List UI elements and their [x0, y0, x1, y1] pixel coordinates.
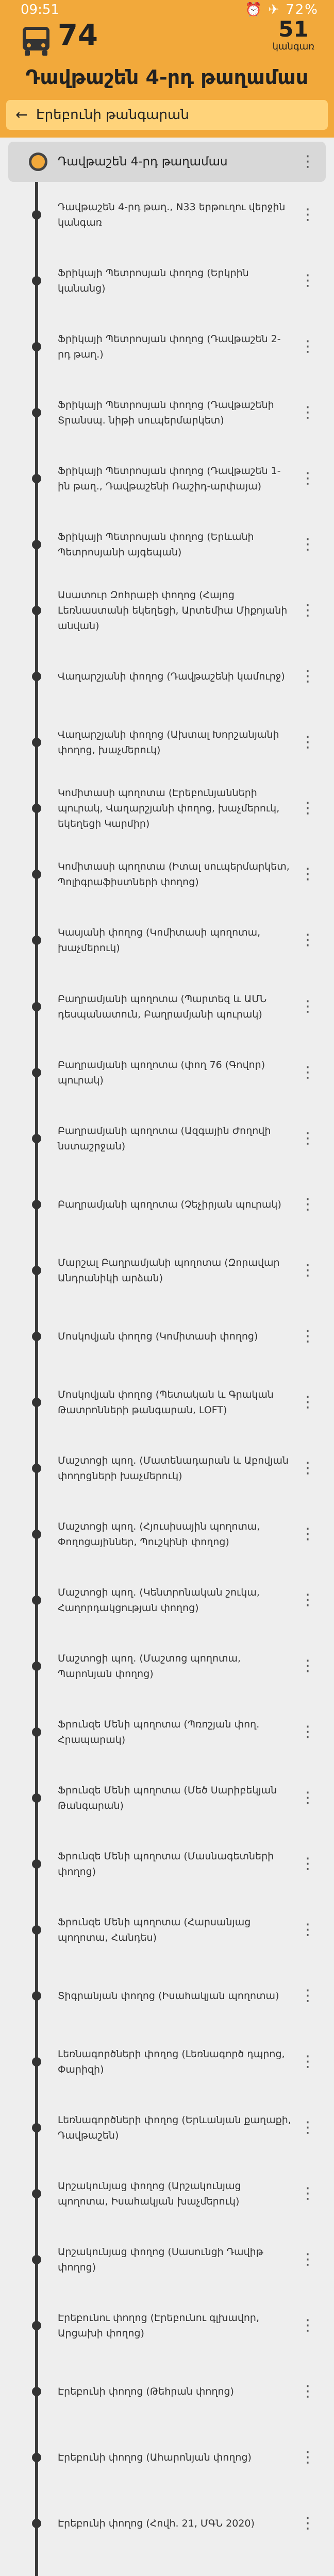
stop-dot-icon — [32, 1991, 41, 2001]
header — [0, 0, 334, 138]
stop-name: Մոսկովյան փողոց (Պետական և Գրական Թատրոնների թանգարան, LOFT) — [58, 1388, 274, 1416]
stop-name: Մաշտոցի պող. (Կենտրոնական շուկա, Հաղորդակցության փողոց) — [58, 1586, 260, 1614]
stop-dot-icon — [32, 1398, 41, 1407]
stop-name: Բաղրամյանի պողոտա (Պարտեզ և ԱՄՆ դեսպանատուն, Բաղրամյանի պուրակ) — [58, 993, 267, 1020]
route-title: Դավթաշեն 4-րդ թաղամաս — [25, 66, 309, 89]
stop-name: Մաշտոցի պող. (Մատենադարան և Աբովյան փողոցների խաչմերուկ) — [58, 1454, 289, 1482]
stop-item[interactable] — [0, 907, 334, 973]
more-vertical-icon[interactable]: ⋮ — [300, 1656, 315, 1675]
stop-dot-icon — [32, 1530, 41, 1539]
stop-name: Ֆրիկայի Պետրոսյան փողոց (Երկրին կանանց) — [58, 267, 249, 295]
more-vertical-icon[interactable]: ⋮ — [300, 601, 315, 620]
stop-dot-icon — [32, 276, 41, 285]
stop-item-current[interactable] — [8, 142, 326, 182]
stop-name: Էրեբունի փողոց (Հովհ. 21, ՄԳՆ 2020) — [58, 2518, 255, 2530]
stop-dot-icon — [29, 152, 47, 171]
stop-dot-icon — [32, 870, 41, 879]
stop-name: Վաղարշյանի փողոց (Դավթաշենի կամուրջ) — [58, 671, 285, 683]
more-vertical-icon[interactable]: ⋮ — [300, 1129, 315, 1147]
stop-name: Ֆրիկայի Պետրոսյան փողոց (Դավթաշենի Տրանսպ․ նիթի սուպերմարկետ) — [58, 399, 274, 427]
stop-item[interactable] — [0, 578, 334, 643]
bus-icon — [19, 24, 54, 59]
stop-dot-icon — [32, 1266, 41, 1275]
stop-name: Մոսկովյան փողոց (Կոմիտասի փողոց) — [58, 1330, 258, 1342]
stop-dot-icon — [32, 1859, 41, 1869]
stop-item[interactable] — [0, 1633, 334, 1699]
stop-count — [273, 18, 314, 52]
stop-dot-icon — [32, 2057, 41, 2066]
stop-item[interactable] — [0, 2556, 334, 2576]
stop-name: Ասատուր Զոհրաբի փողոց (Հայոց Լեռնաստանի եկեղեցի, Արտեմիա Միքոյանի անվան) — [58, 589, 288, 632]
stop-name: Ֆրիկայի Պետրոսյան փողոց (Դավթաշեն 2-րդ թաղ.) — [58, 333, 281, 361]
stop-item[interactable] — [0, 2095, 334, 2161]
more-vertical-icon[interactable]: ⋮ — [300, 469, 315, 488]
more-vertical-icon[interactable]: ⋮ — [300, 2382, 315, 2401]
more-vertical-icon[interactable]: ⋮ — [300, 733, 315, 752]
stop-count-label: կանգառ — [272, 41, 314, 52]
stop-dot-icon — [32, 540, 41, 549]
stop-item[interactable] — [0, 841, 334, 907]
stop-item[interactable] — [0, 1435, 334, 1501]
more-vertical-icon[interactable]: ⋮ — [300, 2514, 315, 2533]
stop-dot-icon — [32, 738, 41, 747]
more-vertical-icon[interactable]: ⋮ — [300, 2250, 315, 2269]
stop-dot-icon — [32, 2123, 41, 2132]
stop-item[interactable] — [0, 1106, 334, 1172]
stop-name: Ֆրունզե Մենի պողոտա (Պռոշյան փող. Հրապարակ) — [58, 1718, 260, 1745]
stop-item[interactable] — [0, 380, 334, 446]
stop-item[interactable] — [0, 2161, 334, 2227]
more-vertical-icon[interactable]: ⋮ — [300, 152, 315, 171]
stop-dot-icon — [32, 1200, 41, 1209]
stop-name: Կասյանի փողոց (Կոմիտասի պողոտա, խաչմերուկ) — [58, 927, 261, 954]
more-vertical-icon[interactable]: ⋮ — [300, 1987, 315, 2005]
stop-name: Ֆրիկայի Պետրոսյան փողոց (Դավթաշեն 1-ին թաղ., Դավթաշենի Ռաշիդ-արփայա) — [58, 465, 281, 493]
stop-name: Մաշտոցի պող. (Մաշտոց պողոտա, Պարոնյան փողոց) — [58, 1652, 241, 1680]
more-vertical-icon[interactable]: ⋮ — [300, 1788, 315, 1807]
stop-item[interactable] — [0, 1963, 334, 2029]
more-vertical-icon[interactable]: ⋮ — [300, 2316, 315, 2335]
stop-item[interactable] — [0, 775, 334, 841]
more-vertical-icon[interactable]: ⋮ — [300, 1261, 315, 1279]
stop-dot-icon — [32, 804, 41, 813]
stop-dot-icon — [32, 1662, 41, 1671]
more-vertical-icon[interactable]: ⋮ — [300, 337, 315, 356]
stop-dot-icon — [32, 1596, 41, 1605]
stop-dot-icon — [32, 1134, 41, 1143]
stop-name: Էրեբունու փողոց (Էրեբունու գլխավոր, Արցախի փողոց) — [58, 2312, 260, 2340]
stop-dot-icon — [32, 1002, 41, 1011]
stop-item[interactable] — [0, 248, 334, 314]
more-vertical-icon[interactable]: ⋮ — [300, 1063, 315, 1081]
stop-item[interactable] — [0, 1831, 334, 1897]
more-vertical-icon[interactable]: ⋮ — [300, 1722, 315, 1741]
direction-selector[interactable] — [6, 100, 328, 130]
stop-count-value: 51 — [278, 16, 309, 42]
status-bar — [0, 0, 334, 18]
stop-dot-icon — [32, 1925, 41, 1935]
stop-name: Տիգրանյան փողոց (Իսահակյան պողոտա) — [58, 1990, 279, 2002]
stop-dot-icon — [32, 2189, 41, 2198]
stop-item[interactable] — [0, 973, 334, 1039]
stop-item[interactable] — [0, 446, 334, 512]
stop-item[interactable] — [0, 1765, 334, 1831]
stop-dot-icon — [32, 606, 41, 615]
stop-dot-icon — [32, 2321, 41, 2330]
stop-name: Բաղրամյանի պողոտա (Ազգային Ժողովի նստաշրջան) — [58, 1125, 271, 1152]
stop-name: Էրեբունի փողոց (Թեհրան փողոց) — [58, 2386, 234, 2398]
stop-item[interactable] — [0, 512, 334, 578]
stop-name: Կոմիտասի պողոտա (Իտալ սուպերմարկետ, Պոլիգրաֆիստների փողոց) — [58, 861, 290, 888]
stop-item[interactable] — [0, 2293, 334, 2359]
more-vertical-icon[interactable]: ⋮ — [300, 1590, 315, 1609]
stop-name: Բաղրամյանի պողոտա (Չեչիրյան պուրակ) — [58, 1198, 281, 1210]
more-vertical-icon[interactable]: ⋮ — [300, 2119, 315, 2137]
stop-item[interactable] — [0, 2425, 334, 2490]
stop-item[interactable] — [0, 1567, 334, 1633]
stop-dot-icon — [32, 1793, 41, 1803]
stop-item[interactable] — [0, 1238, 334, 1303]
stop-name: Ֆրունզե Մենի պողոտա (Մասնագետների փողոց) — [58, 1851, 274, 1878]
stop-dot-icon — [32, 2519, 41, 2528]
stop-item[interactable] — [0, 1699, 334, 1765]
stop-dot-icon — [32, 1727, 41, 1737]
more-vertical-icon[interactable]: ⋮ — [300, 1524, 315, 1543]
stop-name: Բաղրամյանի պողոտա (փող 76 (Գովոր) պուրակ) — [58, 1059, 265, 1086]
stop-dot-icon — [32, 2255, 41, 2264]
stop-dot-icon — [32, 342, 41, 351]
stop-item[interactable] — [0, 1040, 334, 1106]
stop-dot-icon — [32, 672, 41, 681]
stop-item[interactable] — [0, 1369, 334, 1435]
status-time: 09:51 — [21, 2, 59, 18]
stop-name: Էրեբունի փողոց (Ահարոնյան փողոց) — [58, 2452, 252, 2464]
stop-item[interactable] — [0, 2359, 334, 2425]
more-vertical-icon[interactable]: ⋮ — [300, 2448, 315, 2467]
stop-name: Ֆրունզե Մենի պողոտա (Հարսանյաց պողոտա, Հանդես) — [58, 1917, 251, 1944]
stop-item[interactable] — [0, 2227, 334, 2293]
more-vertical-icon[interactable]: ⋮ — [300, 1921, 315, 1939]
stop-dot-icon — [32, 2453, 41, 2462]
stop-dot-icon — [32, 1068, 41, 1077]
more-vertical-icon[interactable]: ⋮ — [300, 403, 315, 422]
stop-name: Լեռնագործների փողոց (Երևանյան քաղաքի, Դավթաշեն) — [58, 2114, 291, 2142]
route-number: 74 — [58, 19, 98, 52]
status-icons: ⏰ ✈ 72% — [245, 2, 319, 18]
more-vertical-icon[interactable]: ⋮ — [300, 997, 315, 1015]
stop-name: Դավթաշեն 4-րդ թաղ., N33 երթուղու վերջին կանգառ — [58, 201, 286, 229]
direction-label: Էրեբունի թանգարան — [36, 107, 189, 123]
more-vertical-icon[interactable]: ⋮ — [300, 865, 315, 884]
stop-name: Մաշտոցի պող. (Հյուսիսային պողոտա, Փողոցայիններ, Պուշկինի փողոց) — [58, 1520, 260, 1548]
stop-name: Ֆրիկայի Պետրոսյան փողոց (Երևանի Պետրոսյանի այգեպան) — [58, 531, 254, 558]
stop-dot-icon — [32, 1464, 41, 1473]
stop-item[interactable] — [0, 182, 334, 248]
stop-item[interactable] — [0, 314, 334, 380]
stop-item[interactable] — [0, 1303, 334, 1369]
more-vertical-icon[interactable]: ⋮ — [300, 1327, 315, 1345]
stop-name: Կոմիտասի պողոտա (Էրեբունյանների պուրակ, Վաղարշյանի փողոց, խաչմերուկ, եկեղեցի Կարմիր) — [58, 787, 280, 830]
stop-item[interactable] — [0, 2029, 334, 2095]
more-vertical-icon[interactable]: ⋮ — [300, 206, 315, 224]
more-vertical-icon[interactable]: ⋮ — [300, 1459, 315, 1477]
more-vertical-icon[interactable]: ⋮ — [300, 1393, 315, 1411]
stop-list — [0, 138, 334, 2576]
more-vertical-icon[interactable]: ⋮ — [300, 272, 315, 290]
stop-dot-icon — [32, 1332, 41, 1341]
stop-name: Դավթաշեն 4-րդ թաղամաս — [58, 155, 228, 168]
stop-name: Արշակունյաց փողոց (Արշակունյաց պողոտա, Իսահակյան խաչմերուկ) — [58, 2180, 241, 2208]
stop-dot-icon — [32, 936, 41, 945]
stop-name: Արշակունյաց փողոց (Սասունցի Դավիթ փողոց) — [58, 2246, 263, 2274]
stop-item[interactable] — [0, 2490, 334, 2556]
stop-item[interactable] — [0, 1897, 334, 1963]
stop-name: Վաղարշյանի փողոց (Ախտալ Խորշանյանի փողոց, խաչմերուկ) — [58, 729, 279, 756]
more-vertical-icon[interactable]: ⋮ — [300, 799, 315, 818]
more-vertical-icon[interactable]: ⋮ — [300, 1195, 315, 1213]
stop-name: Մարշալ Բաղրամյանի պողոտա (Զորավար Անդրանիկի արձան) — [58, 1257, 280, 1284]
stop-dot-icon — [32, 474, 41, 483]
more-vertical-icon[interactable]: ⋮ — [300, 535, 315, 554]
more-vertical-icon[interactable]: ⋮ — [300, 667, 315, 686]
stop-item[interactable] — [0, 643, 334, 709]
stop-dot-icon — [32, 210, 41, 219]
arrow-left-icon: ← — [15, 106, 28, 123]
more-vertical-icon[interactable]: ⋮ — [300, 931, 315, 950]
more-vertical-icon[interactable]: ⋮ — [300, 1855, 315, 1873]
stop-name: Լեռնագործների փողոց (Լեռնագործ դպրոց, Փարիզի) — [58, 2048, 285, 2076]
stop-item[interactable] — [0, 1172, 334, 1238]
more-vertical-icon[interactable]: ⋮ — [300, 2053, 315, 2071]
stop-item[interactable] — [0, 709, 334, 775]
stop-item[interactable] — [0, 1501, 334, 1567]
more-vertical-icon[interactable]: ⋮ — [300, 2184, 315, 2203]
stop-dot-icon — [32, 2387, 41, 2396]
stop-name: Ֆրունզե Մենի պողոտա (Մեծ Սարիբեկյան Թանգարան) — [58, 1784, 277, 1811]
stop-dot-icon — [32, 408, 41, 417]
